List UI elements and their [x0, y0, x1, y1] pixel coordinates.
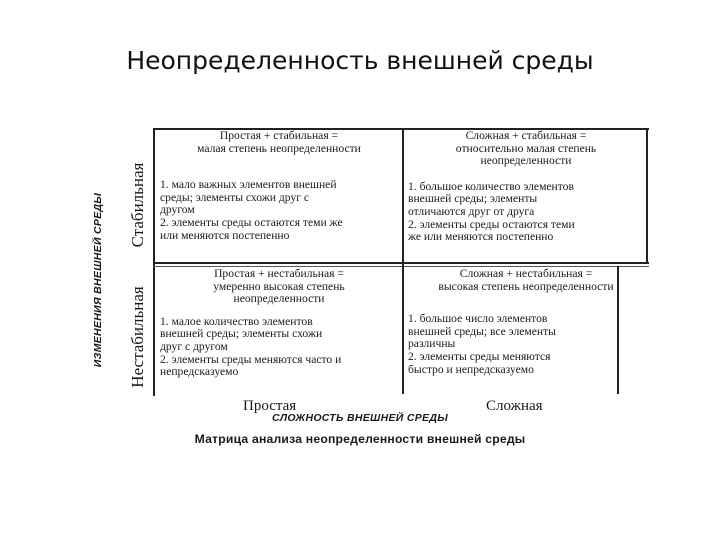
cell-complex-unstable: [408, 268, 644, 376]
cell-item: 1. большое число элементов внешней среды; все элементы различны: [408, 312, 556, 351]
row-label-unstable-text: Нестабильная: [128, 286, 147, 388]
cell-head: Простая + нестабильная = умеренно высокая степень неопределенности: [213, 267, 345, 306]
y-axis-label: [87, 150, 109, 410]
cell-item: 1. большое количество элементов внешней среды; элементы отличаются друг от друга: [408, 179, 574, 218]
cell-head: Сложная + стабильная = относительно малая степень неопределенности: [455, 129, 597, 168]
cell-item: 1. малое количество элементов внешней среды; элементы схожи друг с другом: [160, 314, 323, 353]
row-label-unstable: [122, 278, 154, 396]
cell-item: 2. элементы среды остаются теми же или меняются постепенно: [160, 215, 343, 242]
cell-simple-stable: [160, 130, 398, 242]
y-axis-label-text: ИЗМЕНЕНИЯ ВНЕШНЕЙ СРЕДЫ: [92, 192, 104, 368]
matrix-divider-horizontal: [153, 262, 649, 264]
cell-item: 1. мало важных элементов внешней среды; элементы схожи друг с другом: [160, 178, 337, 217]
x-axis-label: СЛОЖНОСТЬ ВНЕШНЕЙ СРЕДЫ: [271, 412, 449, 424]
cell-head: Сложная + нестабильная = высокая степень неопределенности: [438, 267, 614, 293]
matrix-caption: Матрица анализа неопределенности внешней среды: [194, 432, 526, 446]
row-label-stable-text: Стабильная: [128, 162, 147, 248]
cell-item: 2. элементы среды остаются теми же или меняются постепенно: [408, 217, 575, 244]
cell-complex-stable: [408, 130, 644, 244]
cell-head: Простая + стабильная = малая степень неопределенности: [197, 129, 361, 155]
cell-item: 2. элементы среды меняются быстро и непредсказуемо: [408, 349, 551, 376]
cell-simple-unstable: [160, 268, 398, 379]
matrix-divider-vertical: [402, 128, 404, 394]
column-label-simple: Простая: [243, 398, 297, 414]
matrix-right-edge-top: [646, 128, 648, 264]
slide-title: Неопределенность внешней среды: [126, 46, 594, 75]
cell-item: 2. элементы среды меняются часто и непредсказуемо: [160, 352, 342, 379]
column-label-complex: Сложная: [486, 398, 543, 414]
row-label-stable: [122, 140, 154, 270]
